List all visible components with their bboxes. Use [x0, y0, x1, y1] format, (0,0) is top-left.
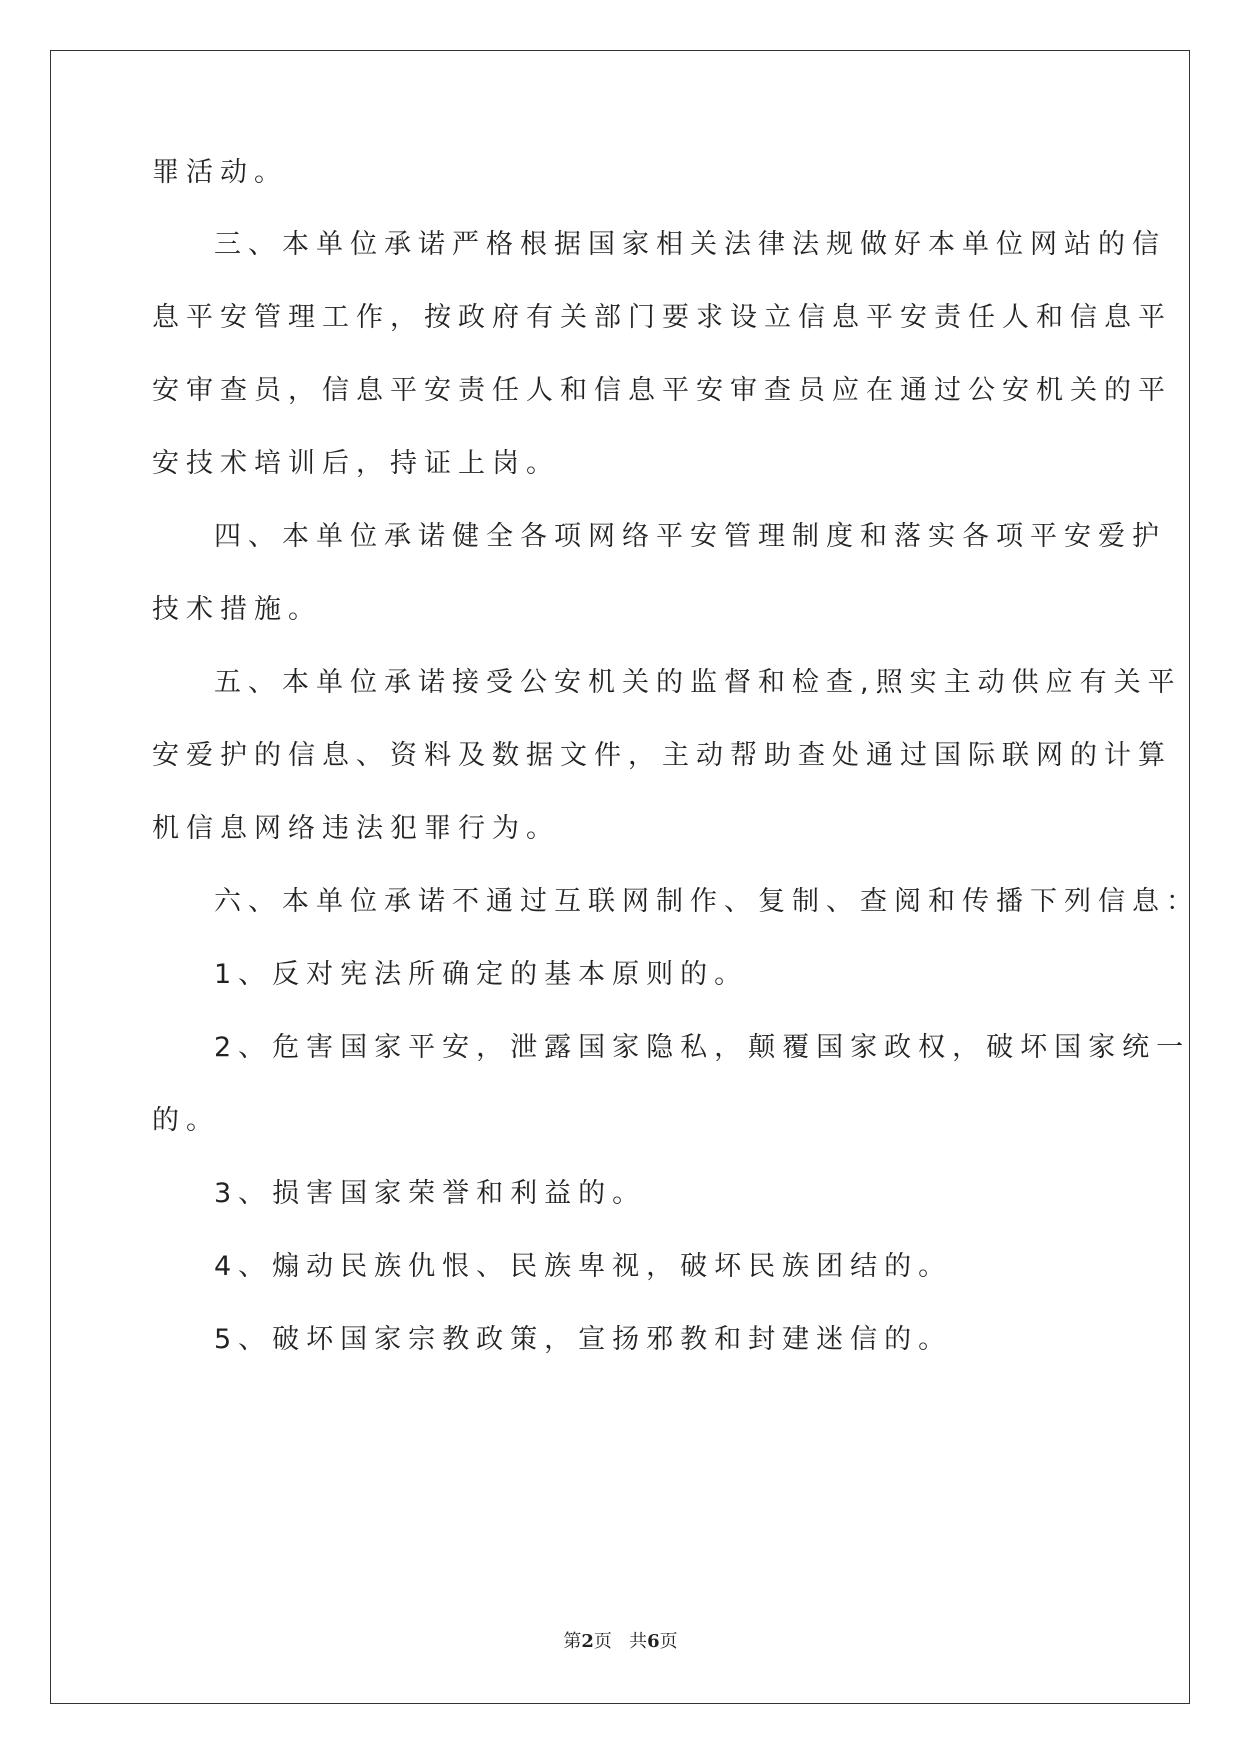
- total-prefix: 共: [629, 1631, 648, 1652]
- text-line: 5、破坏国家宗教政策，宣扬邪教和封建迷信的。: [214, 1324, 953, 1355]
- total-pages: 6: [647, 1631, 660, 1652]
- page-footer: [0, 1627, 1241, 1653]
- text-line: 4、煽动民族仇恨、民族卑视，破坏民族团结的。: [214, 1251, 953, 1282]
- page-suffix: 页: [593, 1631, 612, 1652]
- text-line: 3、损害国家荣誉和利益的。: [214, 1178, 647, 1209]
- text-line: 技术措施。: [152, 594, 322, 625]
- text-line: 四、本单位承诺健全各项网络平安管理制度和落实各项平安爱护: [214, 521, 1166, 552]
- page-number: 2: [581, 1631, 594, 1652]
- text-line: 息平安管理工作，按政府有关部门要求设立信息平安责任人和信息平: [152, 302, 1172, 333]
- text-line: 五、本单位承诺接受公安机关的监督和检查,照实主动供应有关平: [214, 667, 1182, 698]
- text-line: 安审查员，信息平安责任人和信息平安审查员应在通过公安机关的平: [152, 375, 1172, 406]
- text-line: 2、危害国家平安，泄露国家隐私，颠覆国家政权，破坏国家统一: [214, 1032, 1191, 1063]
- text-line: 机信息网络违法犯罪行为。: [152, 813, 560, 844]
- text-line: 罪活动。: [152, 157, 288, 188]
- text-line: 安爱护的信息、资料及数据文件，主动帮助查处通过国际联网的计算: [152, 740, 1172, 771]
- text-line: 三、本单位承诺严格根据国家相关法律法规做好本单位网站的信: [214, 229, 1166, 260]
- text-line: 六、本单位承诺不通过互联网制作、复制、查阅和传播下列信息：: [214, 886, 1200, 917]
- text-line: 1、反对宪法所确定的基本原则的。: [214, 959, 749, 990]
- text-line: 安技术培训后，持证上岗。: [152, 448, 560, 479]
- text-line: 的。: [152, 1105, 220, 1136]
- total-suffix: 页: [659, 1631, 678, 1652]
- page-prefix: 第: [563, 1631, 582, 1652]
